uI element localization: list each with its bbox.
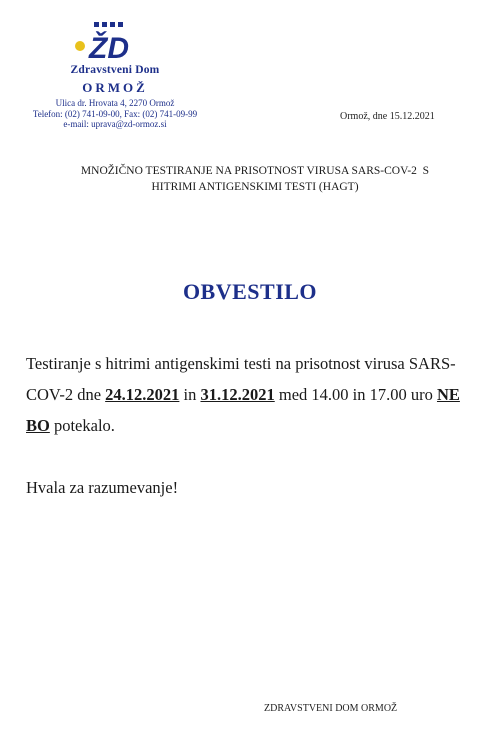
- body-text-part-4: potekalo.: [49, 416, 115, 435]
- logo-yellow-dot: [75, 41, 85, 51]
- body-text-part-1: Testiranje s hitrimi antigenskimi testi na prisotnost virusa SARS-COV-2 dne: [26, 354, 456, 404]
- contact-block: [20, 98, 210, 130]
- notice-body: [26, 348, 476, 441]
- logo-letters: ŽD: [89, 32, 129, 64]
- logo-squares: [94, 22, 123, 27]
- body-text-part-2: in: [179, 385, 201, 404]
- organization-city: ORMOŽ: [82, 80, 148, 95]
- email: e-mail: uprava@zd-ormoz.si: [63, 119, 167, 129]
- signature: ZDRAVSTVENI DOM ORMOŽ: [264, 703, 398, 714]
- address: Ulica dr. Hrovata 4, 2270 Ormož: [55, 98, 175, 108]
- zd-ormoz-logo: [72, 20, 158, 64]
- date-1: 24.12.2021: [105, 385, 180, 404]
- document-heading: [40, 163, 470, 195]
- heading-line-1: MNOŽIČNO TESTIRANJE NA PRISOTNOST VIRUSA SARS-COV-2 S: [80, 165, 430, 177]
- thanks-line: Hvala za razumevanje!: [26, 478, 179, 497]
- heading-line-2: HITRIMI ANTIGENSKIMI TESTI (HAGT): [151, 181, 359, 193]
- body-text-part-3: med 14.00 in 17.00 uro: [274, 385, 437, 404]
- phone-fax: Telefon: (02) 741-09-00, Fax: (02) 741-09-99: [32, 108, 198, 119]
- document-date: Ormož, dne 15.12.2021: [340, 111, 435, 122]
- notice-title: OBVESTILO: [182, 279, 318, 304]
- emphasis-ne-bo: NE BO: [26, 385, 460, 435]
- date-2: 31.12.2021: [200, 385, 275, 404]
- organization-name: Zdravstveni Dom: [70, 64, 160, 76]
